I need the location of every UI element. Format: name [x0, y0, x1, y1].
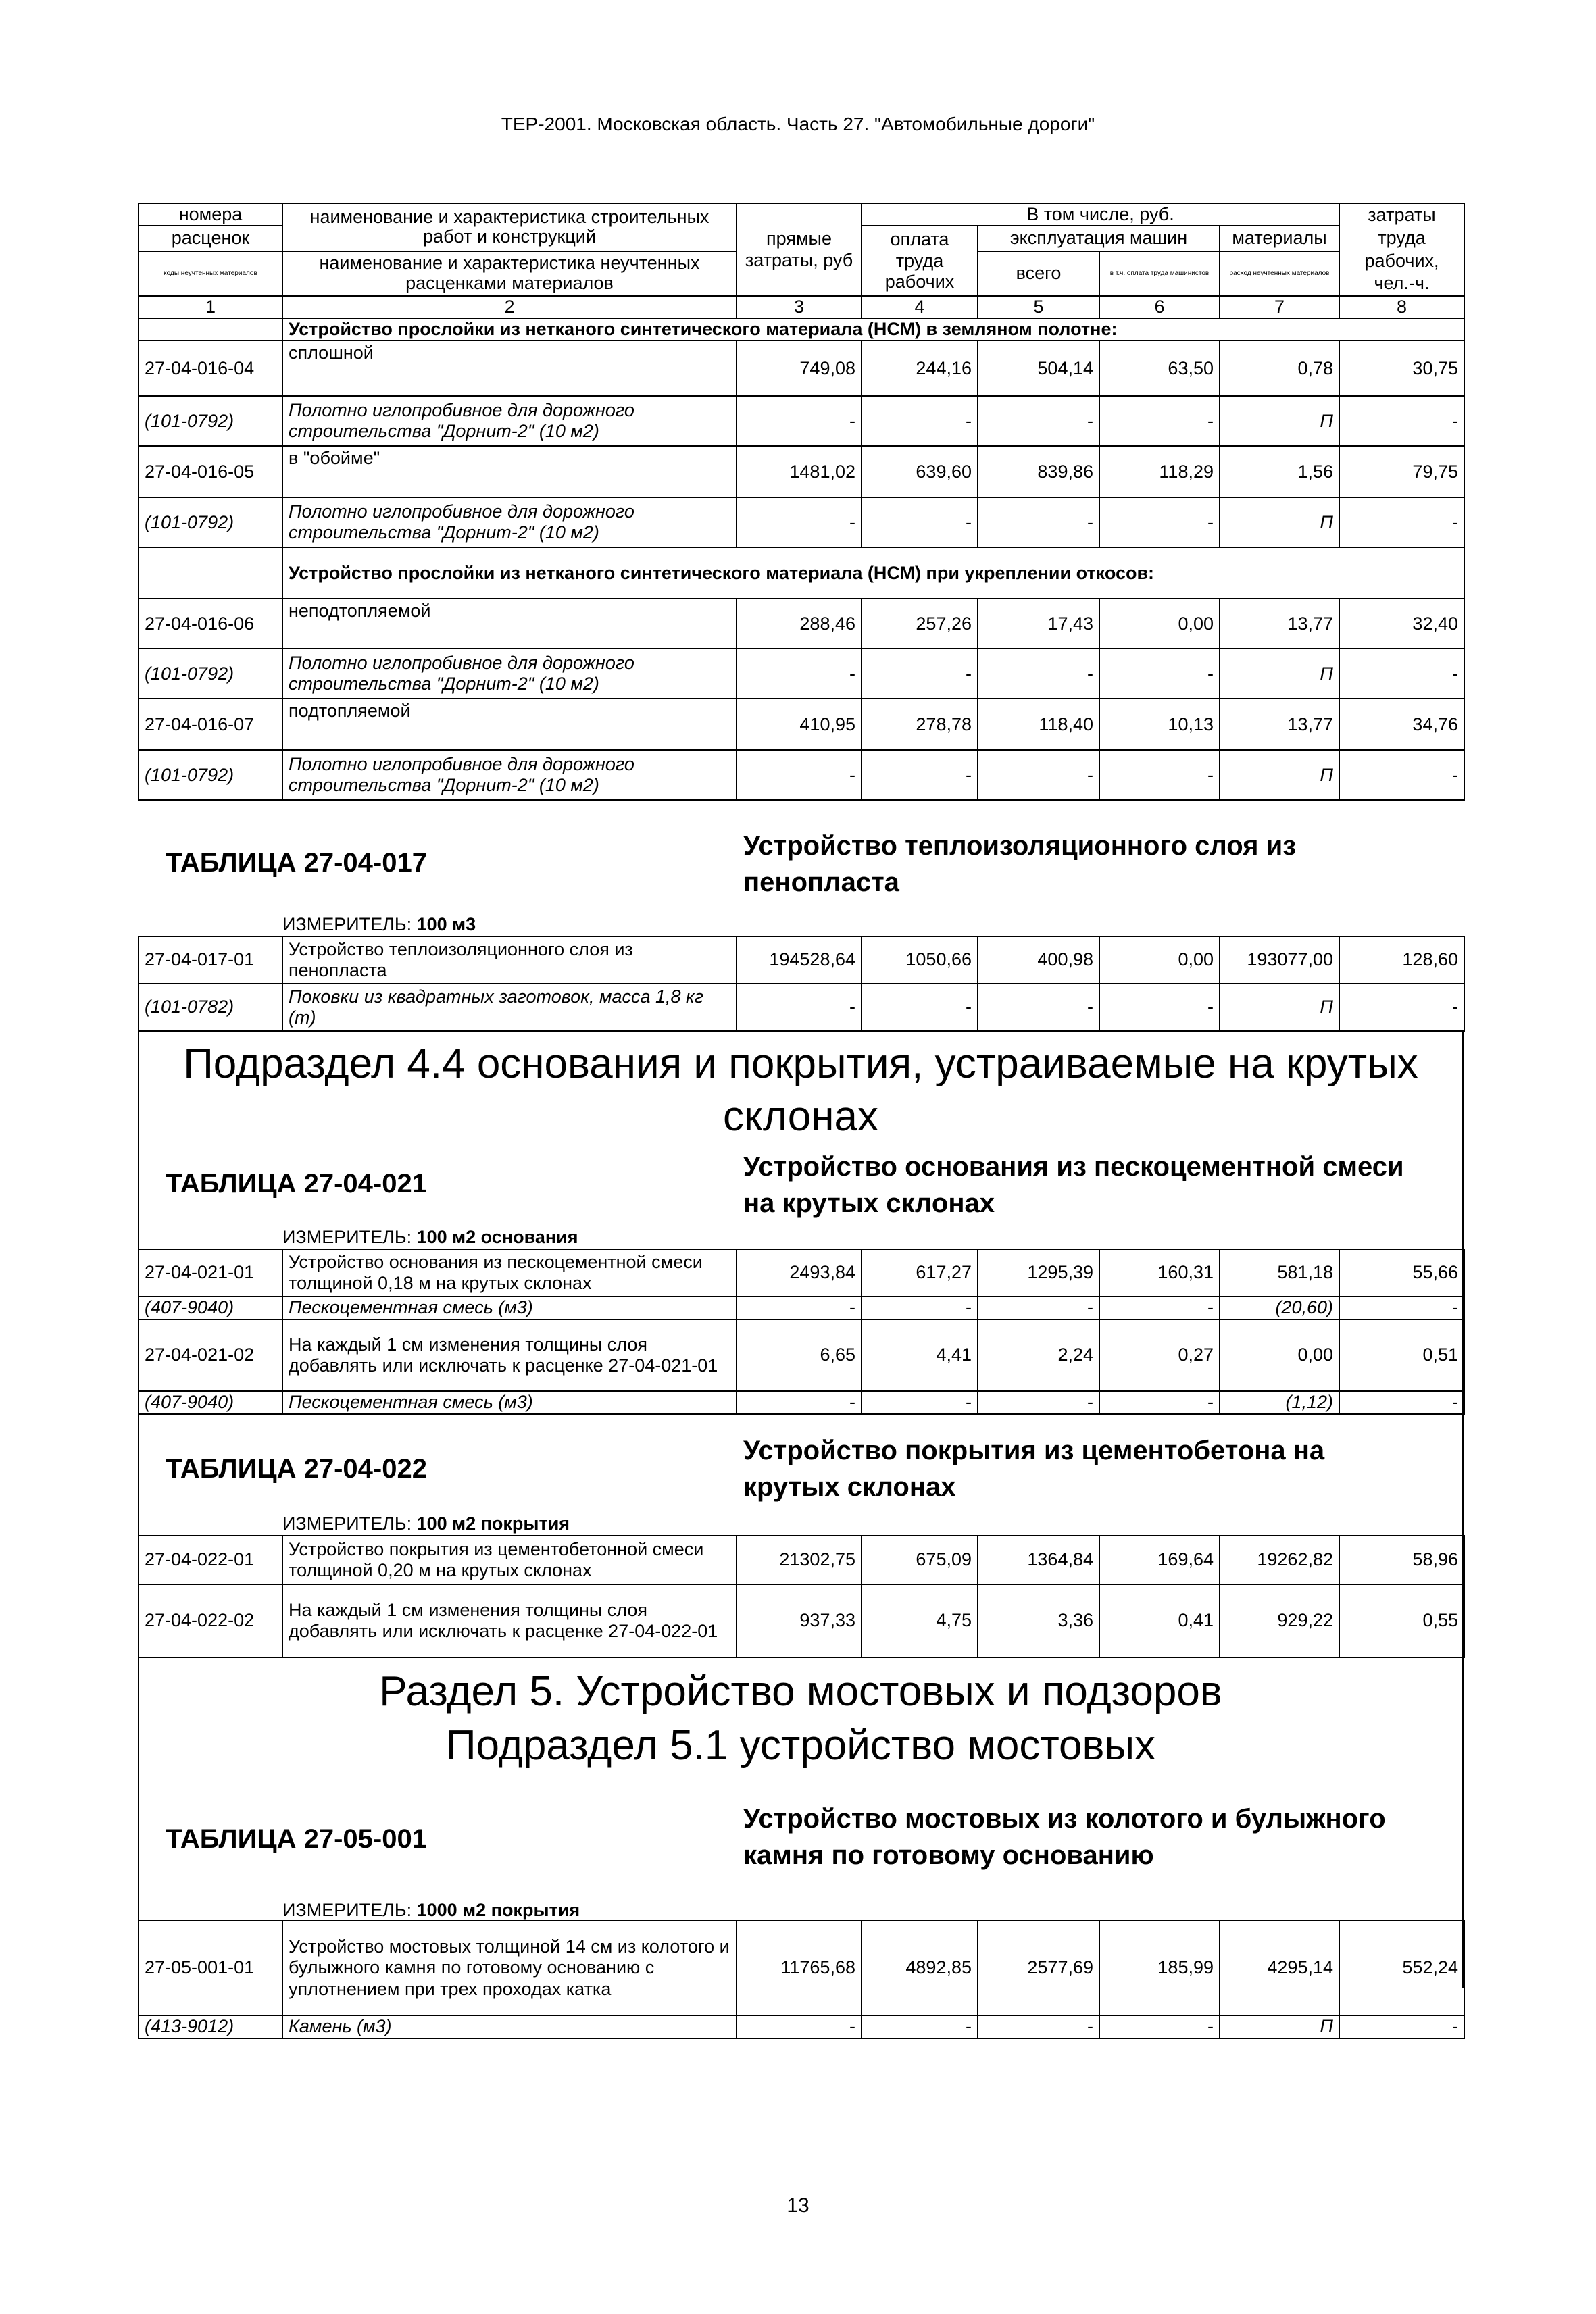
rates-table-021: [138, 1249, 1465, 1415]
col-num: 1: [139, 296, 282, 318]
value-cell: -: [1339, 1391, 1464, 1414]
value-cell: 937,33: [737, 1584, 862, 1657]
col-header-code-c: коды неучтенных материалов: [139, 251, 282, 297]
value-cell: 17,43: [978, 599, 1099, 649]
col-header-direct-costs: прямые затраты, руб: [737, 203, 862, 296]
material-code: (101-0792): [139, 497, 282, 547]
value-cell: -: [1099, 649, 1220, 699]
value-cell: П: [1220, 497, 1339, 547]
value-cell: -: [737, 649, 862, 699]
value-cell: 160,31: [1099, 1249, 1220, 1297]
value-cell: -: [1339, 2015, 1464, 2038]
value-cell: 63,50: [1099, 341, 1220, 396]
rate-code: 27-04-021-01: [139, 1249, 282, 1297]
value-cell: 79,75: [1339, 446, 1464, 497]
table-description: Устройство основания из пескоцементной смеси на крутых склонах: [743, 1152, 1404, 1218]
rates-table-017: [138, 936, 1465, 1032]
col-num: 8: [1339, 296, 1464, 318]
material-code: (413-9012): [139, 2015, 282, 2038]
value-cell: -: [862, 750, 978, 800]
value-cell: 1364,84: [978, 1536, 1099, 1584]
col-num: 4: [862, 296, 978, 318]
value-cell: 0,27: [1099, 1319, 1220, 1391]
value-cell: 4,75: [862, 1584, 978, 1657]
value-cell: 0,41: [1099, 1584, 1220, 1657]
value-cell: 0,51: [1339, 1319, 1464, 1391]
material-name: Пескоцементная смесь (м3): [282, 1391, 737, 1414]
value-cell: П: [1220, 984, 1339, 1031]
value-cell: П: [1220, 750, 1339, 800]
value-cell: 118,40: [978, 699, 1099, 750]
value-cell: (1,12): [1220, 1391, 1339, 1414]
material-code: (101-0792): [139, 750, 282, 800]
col-num: 7: [1220, 296, 1339, 318]
value-cell: 839,86: [978, 446, 1099, 497]
value-cell: -: [862, 497, 978, 547]
rate-code: 27-04-022-02: [139, 1584, 282, 1657]
value-cell: -: [978, 1391, 1099, 1414]
material-name: Пескоцементная смесь (м3): [282, 1297, 737, 1319]
value-cell: -: [737, 1391, 862, 1414]
value-cell: 288,46: [737, 599, 862, 649]
value-cell: 2493,84: [737, 1249, 862, 1297]
value-cell: 400,98: [978, 936, 1099, 984]
value-cell: П: [1220, 2015, 1339, 2038]
value-cell: 55,66: [1339, 1249, 1464, 1297]
rate-name: в "обойме": [282, 446, 737, 497]
material-name: Полотно иглопробивное для дорожного строительства "Дорнит-2" (10 м2): [282, 396, 737, 446]
value-cell: -: [1099, 396, 1220, 446]
value-cell: 10,13: [1099, 699, 1220, 750]
rate-name: подтопляемой: [282, 699, 737, 750]
value-cell: 58,96: [1339, 1536, 1464, 1584]
value-cell: (20,60): [1220, 1297, 1339, 1319]
value-cell: 19262,82: [1220, 1536, 1339, 1584]
value-cell: 639,60: [862, 446, 978, 497]
material-code: (101-0792): [139, 649, 282, 699]
measure-unit: ИЗМЕРИТЕЛЬ: 100 м3: [282, 914, 476, 934]
value-cell: 0,78: [1220, 341, 1339, 396]
page-header: ТЕР-2001. Московская область. Часть 27. "Автомобильные дороги": [501, 114, 1095, 134]
rate-code: 27-04-016-07: [139, 699, 282, 750]
col-header-machines: эксплуатация машин: [978, 226, 1220, 251]
value-cell: 30,75: [1339, 341, 1464, 396]
material-name: Полотно иглопробивное для дорожного строительства "Дорнит-2" (10 м2): [282, 750, 737, 800]
table-title: ТАБЛИЦА 27-04-021: [166, 1169, 427, 1199]
rate-code: 27-04-016-04: [139, 341, 282, 396]
value-cell: -: [978, 984, 1099, 1031]
material-name: Полотно иглопробивное для дорожного строительства "Дорнит-2" (10 м2): [282, 649, 737, 699]
rate-name: неподтопляемой: [282, 599, 737, 649]
value-cell: -: [737, 750, 862, 800]
col-header-code-b: расценок: [139, 226, 282, 251]
material-name: Поковки из квадратных заготовок, масса 1,8 кг (т): [282, 984, 737, 1031]
value-cell: П: [1220, 649, 1339, 699]
value-cell: 13,77: [1220, 699, 1339, 750]
section-heading: Раздел 5. Устройство мостовых и подзоров: [379, 1668, 1222, 1715]
value-cell: -: [1339, 497, 1464, 547]
value-cell: 244,16: [862, 341, 978, 396]
value-cell: -: [862, 649, 978, 699]
value-cell: 1,56: [1220, 446, 1339, 497]
col-num: 2: [282, 296, 737, 318]
value-cell: -: [978, 649, 1099, 699]
col-header-materials: материалы: [1220, 226, 1339, 251]
material-name: Камень (м3): [282, 2015, 737, 2038]
section-title: Устройство прослойки из нетканого синтетического материала (НСМ) в земляном полотне:: [282, 318, 1464, 341]
value-cell: 4,41: [862, 1319, 978, 1391]
table-title: ТАБЛИЦА 27-04-017: [166, 848, 427, 878]
material-code: (101-0792): [139, 396, 282, 446]
value-cell: -: [737, 984, 862, 1031]
value-cell: 617,27: [862, 1249, 978, 1297]
value-cell: 118,29: [1099, 446, 1220, 497]
rate-code: 27-04-016-06: [139, 599, 282, 649]
col-header-including: В том числе, руб.: [862, 203, 1339, 226]
rate-name: Устройство мостовых толщиной 14 см из колотого и булыжного камня по готовому основанию с уплотнением при трех проходах катка: [282, 1921, 737, 2015]
value-cell: 6,65: [737, 1319, 862, 1391]
value-cell: -: [978, 750, 1099, 800]
col-header-operator-wages: в т.ч. оплата труда машинистов: [1099, 251, 1220, 297]
table-description: Устройство мостовых из колотого и булыжного камня по готовому основанию: [743, 1804, 1386, 1870]
value-cell: -: [1099, 497, 1220, 547]
value-cell: -: [1339, 649, 1464, 699]
subsection-heading: Подраздел 5.1 устройство мостовых: [445, 1722, 1156, 1769]
value-cell: 0,00: [1099, 599, 1220, 649]
rate-code: 27-04-021-02: [139, 1319, 282, 1391]
value-cell: 749,08: [737, 341, 862, 396]
rates-table-501: [138, 1920, 1465, 2039]
rate-code: 27-04-022-01: [139, 1536, 282, 1584]
col-header-machines-total: всего: [978, 251, 1099, 297]
table-description: Устройство покрытия из цементобетона на крутых склонах: [743, 1436, 1325, 1502]
value-cell: 581,18: [1220, 1249, 1339, 1297]
value-cell: 13,77: [1220, 599, 1339, 649]
value-cell: 0,00: [1220, 1319, 1339, 1391]
value-cell: -: [862, 984, 978, 1031]
measure-unit: ИЗМЕРИТЕЛЬ: 1000 м2 покрытия: [282, 1900, 580, 1920]
subsection-heading: Подраздел 4.4 основания и покрытия, устраиваемые на крутых склонах: [183, 1040, 1418, 1140]
value-cell: -: [1099, 1391, 1220, 1414]
col-num: 3: [737, 296, 862, 318]
page-number: 13: [787, 2194, 809, 2217]
value-cell: 32,40: [1339, 599, 1464, 649]
col-header-wages: оплата труда рабочих: [862, 226, 978, 296]
table-title: ТАБЛИЦА 27-05-001: [166, 1824, 427, 1854]
value-cell: 552,24: [1339, 1921, 1464, 2015]
rate-name: Устройство основания из пескоцементной смеси толщиной 0,18 м на крутых склонах: [282, 1249, 737, 1297]
value-cell: 257,26: [862, 599, 978, 649]
value-cell: 4892,85: [862, 1921, 978, 2015]
rates-table-022: [138, 1535, 1465, 1658]
value-cell: 128,60: [1339, 936, 1464, 984]
value-cell: -: [862, 2015, 978, 2038]
value-cell: -: [862, 396, 978, 446]
value-cell: -: [862, 1297, 978, 1319]
rate-name: На каждый 1 см изменения толщины слоя добавлять или исключать к расценке 27-04-022-01: [282, 1584, 737, 1657]
col-num: 6: [1099, 296, 1220, 318]
material-name: Полотно иглопробивное для дорожного строительства "Дорнит-2" (10 м2): [282, 497, 737, 547]
col-header-material-use: расход неучтенных материалов: [1220, 251, 1339, 297]
rate-name: сплошной: [282, 341, 737, 396]
value-cell: -: [1339, 984, 1464, 1031]
value-cell: -: [978, 1297, 1099, 1319]
value-cell: -: [862, 1391, 978, 1414]
value-cell: 21302,75: [737, 1536, 862, 1584]
value-cell: -: [737, 396, 862, 446]
rate-code: 27-04-017-01: [139, 936, 282, 984]
value-cell: 410,95: [737, 699, 862, 750]
col-header-name-a: наименование и характеристика строительных работ и конструкций: [282, 203, 737, 251]
value-cell: -: [978, 497, 1099, 547]
value-cell: -: [1099, 2015, 1220, 2038]
material-code: (101-0782): [139, 984, 282, 1031]
rate-name: На каждый 1 см изменения толщины слоя добавлять или исключать к расценке 27-04-021-01: [282, 1319, 737, 1391]
col-header-code-a: номера: [139, 203, 282, 226]
section-title: Устройство прослойки из нетканого синтетического материала (НСМ) при укреплении откосов:: [282, 547, 1464, 599]
table-description: Устройство теплоизоляционного слоя из пенопласта: [743, 831, 1297, 897]
value-cell: 278,78: [862, 699, 978, 750]
value-cell: 169,64: [1099, 1536, 1220, 1584]
value-cell: -: [1339, 750, 1464, 800]
measure-unit: ИЗМЕРИТЕЛЬ: 100 м2 покрытия: [282, 1513, 570, 1534]
value-cell: 675,09: [862, 1536, 978, 1584]
rate-code: 27-04-016-05: [139, 446, 282, 497]
value-cell: 2,24: [978, 1319, 1099, 1391]
value-cell: -: [1339, 1297, 1464, 1319]
value-cell: 1050,66: [862, 936, 978, 984]
value-cell: 4295,14: [1220, 1921, 1339, 2015]
col-header-name-b: наименование и характеристика неучтенных расценками материалов: [282, 251, 737, 297]
value-cell: 2577,69: [978, 1921, 1099, 2015]
col-num: 5: [978, 296, 1099, 318]
measure-unit: ИЗМЕРИТЕЛЬ: 100 м2 основания: [282, 1227, 578, 1247]
rate-name: Устройство теплоизоляционного слоя из пенопласта: [282, 936, 737, 984]
value-cell: -: [737, 497, 862, 547]
value-cell: -: [1099, 750, 1220, 800]
value-cell: П: [1220, 396, 1339, 446]
table-title: ТАБЛИЦА 27-04-022: [166, 1454, 427, 1484]
value-cell: 34,76: [1339, 699, 1464, 750]
material-code: (407-9040): [139, 1391, 282, 1414]
value-cell: -: [1339, 396, 1464, 446]
value-cell: 1481,02: [737, 446, 862, 497]
col-header-labor: затраты труда рабочих, чел.-ч.: [1339, 203, 1464, 296]
value-cell: 193077,00: [1220, 936, 1339, 984]
value-cell: 0,00: [1099, 936, 1220, 984]
value-cell: 1295,39: [978, 1249, 1099, 1297]
rates-table-016: [138, 203, 1465, 801]
value-cell: 3,36: [978, 1584, 1099, 1657]
value-cell: -: [737, 1297, 862, 1319]
value-cell: 504,14: [978, 341, 1099, 396]
rate-code: 27-05-001-01: [139, 1921, 282, 2015]
value-cell: 0,55: [1339, 1584, 1464, 1657]
value-cell: 929,22: [1220, 1584, 1339, 1657]
value-cell: -: [1099, 1297, 1220, 1319]
value-cell: -: [978, 2015, 1099, 2038]
value-cell: -: [737, 2015, 862, 2038]
value-cell: -: [1099, 984, 1220, 1031]
value-cell: -: [978, 396, 1099, 446]
value-cell: 11765,68: [737, 1921, 862, 2015]
rate-name: Устройство покрытия из цементобетонной смеси толщиной 0,20 м на крутых склонах: [282, 1536, 737, 1584]
value-cell: 185,99: [1099, 1921, 1220, 2015]
value-cell: 194528,64: [737, 936, 862, 984]
material-code: (407-9040): [139, 1297, 282, 1319]
